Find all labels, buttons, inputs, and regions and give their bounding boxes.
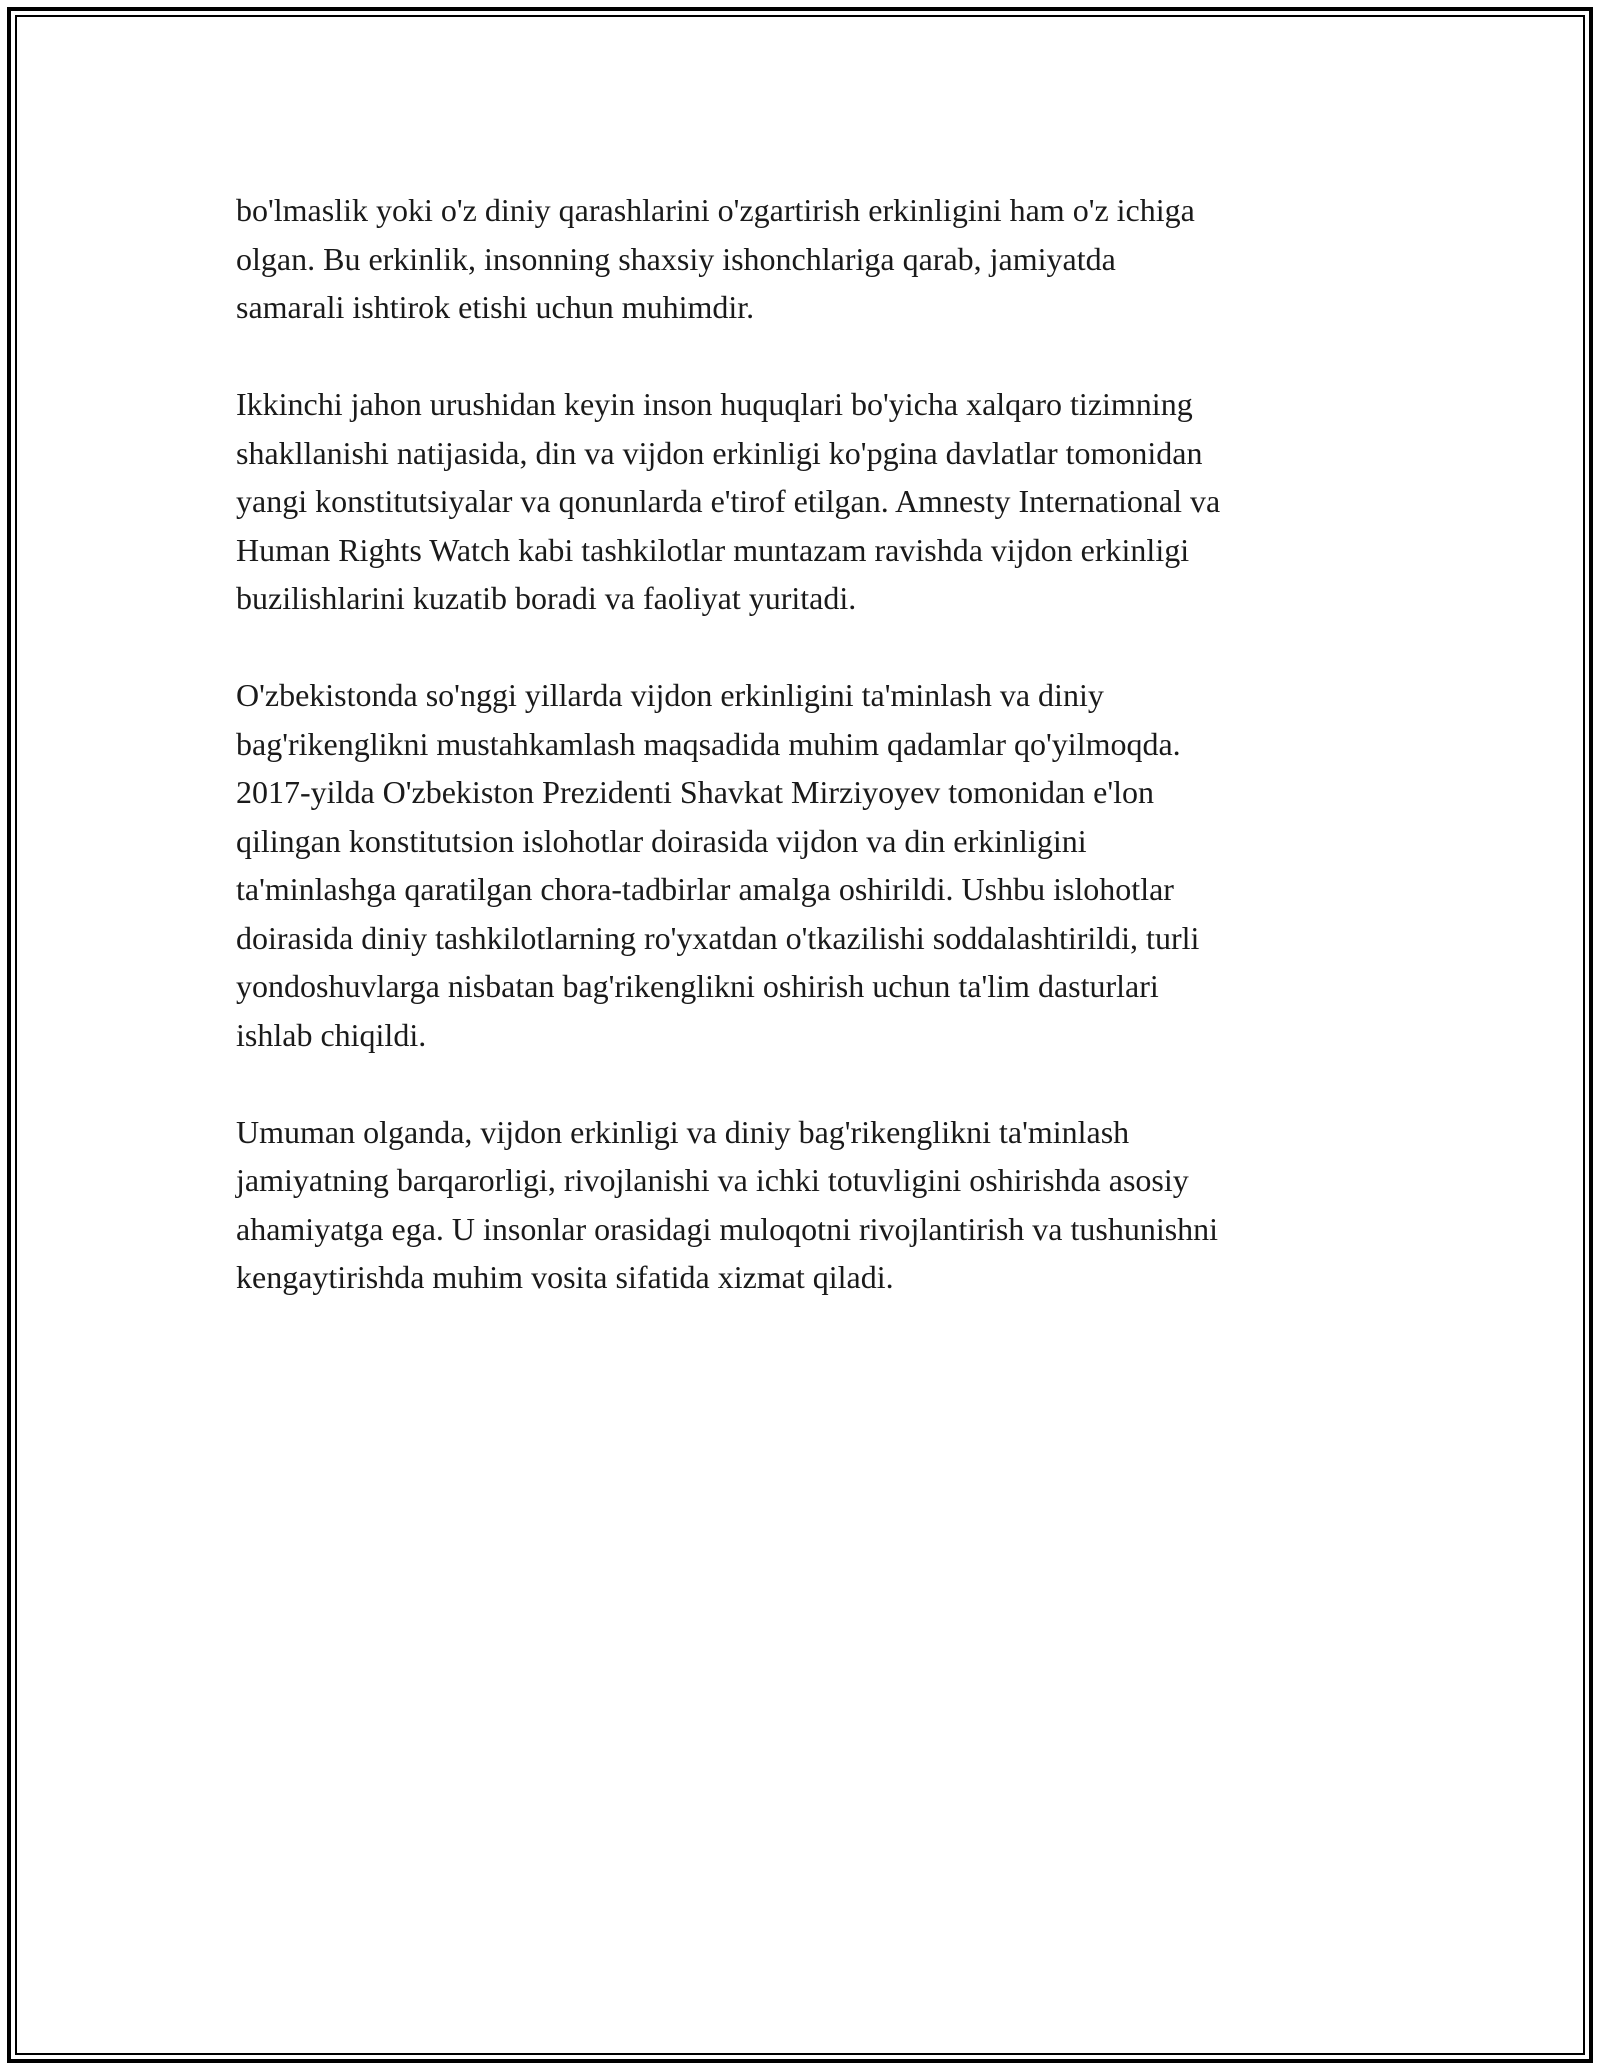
paragraph: bo'lmaslik yoki o'z diniy qarashlarini o'zgartirish erkinligini ham o'z ichiga olgan. Bu erkinlik, insonning shaxsiy ishonchlariga qarab, jamiyatda samarali ishtirok etishi uchun muhimdir. — [236, 192, 1195, 325]
document-body — [236, 186, 1386, 1350]
paragraph: O'zbekistonda so'nggi yillarda vijdon erkinligini ta'minlash va diniy bag'rikenglikni mustahkamlash maqsadida muhim qadamlar qo'yilmoqda. 2017-yilda O'zbekiston Prezidenti Shavkat Mirziyoyev tomonidan e'lon qilingan konstitutsion islohotlar doirasida vijdon va din erkinligini ta'minlashga qaratilgan chora-tadbirlar amalga oshirildi. Ushbu islohotlar doirasida diniy tashkilotlarning ro'yxatdan o'tkazilishi soddalashtirildi, turli yondoshuvlarga nisbatan bag'rikenglikni oshirish uchun ta'lim dasturlari ishlab chiqildi. — [236, 677, 1200, 1053]
paragraph: Umuman olganda, vijdon erkinligi va diniy bag'rikenglikni ta'minlash jamiyatning barqarorligi, rivojlanishi va ichki totuvligini oshirishda asosiy ahamiyatga ega. U insonlar orasidagi muloqotni rivojlantirish va tushunishni kengaytirishda muhim vosita sifatida xizmat qiladi. — [236, 1113, 1219, 1295]
paragraph: Ikkinchi jahon urushidan keyin inson huquqlari bo'yicha xalqaro tizimning shakllanishi natijasida, din va vijdon erkinligi ko'pgina davlatlar tomonidan yangi konstitutsiyalar va qonunlarda e'tirof etilgan. Amnesty International va Human Rights Watch kabi tashkilotlar muntazam ravishda vijdon erkinligi buzilishlarini kuzatib boradi va faoliyat yuritadi. — [236, 386, 1221, 616]
